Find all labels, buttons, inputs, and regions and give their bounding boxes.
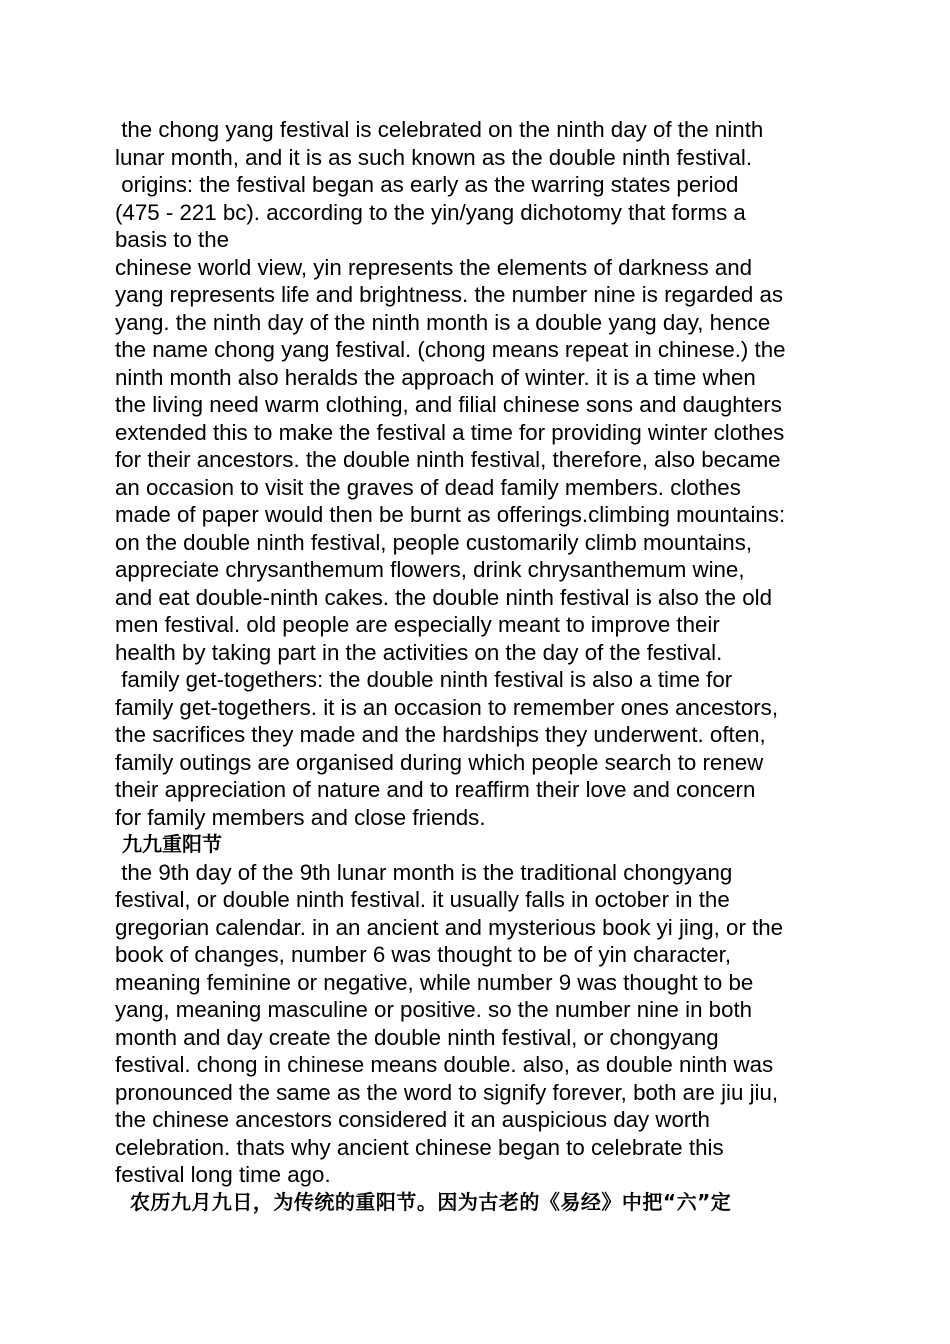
text-line: festival, or double ninth festival. it usually falls in october in the	[115, 887, 730, 912]
text-line: their appreciation of nature and to reaffirm their love and concern	[115, 777, 756, 802]
text-line: origins: the festival began as early as the warring states period	[115, 172, 739, 197]
text-line: basis to the	[115, 227, 230, 252]
text-line: and eat double-ninth cakes. the double ninth festival is also the old	[115, 584, 772, 610]
text-line: the chong yang festival is celebrated on the ninth day of the ninth	[115, 117, 764, 142]
text-line: the name chong yang festival. (chong means repeat in chinese.) the	[115, 337, 786, 362]
text-line: gregorian calendar. in an ancient and mysterious book yi jing, or the	[115, 914, 784, 940]
text-line: for family members and close friends.	[115, 804, 486, 830]
section-heading: 九九重阳节	[115, 832, 222, 856]
text-line: lunar month, and it is as such known as the double ninth festival.	[115, 144, 753, 170]
text-line: festival long time ago.	[115, 1162, 331, 1187]
text-line: the chinese ancestors considered it an auspicious day worth	[115, 1107, 710, 1132]
body-text	[115, 116, 845, 1216]
text-line: chinese world view, yin represents the elements of darkness and	[115, 254, 753, 280]
text-line: made of paper would then be burnt as offerings.climbing mountains:	[115, 502, 786, 527]
text-line: extended this to make the festival a time for providing winter clothes	[115, 419, 785, 445]
text-line: family get-togethers. it is an occasion to remember ones ancestors,	[115, 694, 779, 720]
text-line: an occasion to visit the graves of dead family members. clothes	[115, 474, 741, 500]
text-line: health by taking part in the activities on the day of the festival.	[115, 639, 723, 665]
text-line: men festival. old people are especially meant to improve their	[115, 612, 720, 637]
text-line: yang, meaning masculine or positive. so the number nine in both	[115, 997, 753, 1022]
text-line: yang. the ninth day of the ninth month is a double yang day, hence	[115, 309, 771, 335]
text-line: celebration. thats why ancient chinese began to celebrate this	[115, 1134, 724, 1160]
text-line: for their ancestors. the double ninth festival, therefore, also became	[115, 447, 781, 472]
text-line: the 9th day of the 9th lunar month is the traditional chongyang	[115, 859, 733, 885]
text-line: yang represents life and brightness. the number nine is regarded as	[115, 282, 784, 307]
text-line: meaning feminine or negative, while number 9 was thought to be	[115, 969, 754, 995]
text-line: (475 - 221 bc). according to the yin/yang dichotomy that forms a	[115, 199, 746, 225]
text-line: month and day create the double ninth festival, or chongyang	[115, 1024, 719, 1050]
text-line: book of changes, number 6 was thought to be of yin character,	[115, 942, 732, 967]
text-line: family get-togethers: the double ninth festival is also a time for	[115, 667, 733, 692]
text-line: the living need warm clothing, and filial chinese sons and daughters	[115, 392, 782, 417]
chinese-paragraph-line: 农历九月九日，为传统的重阳节。因为古老的《易经》中把“六”定	[115, 1189, 732, 1214]
text-line: appreciate chrysanthemum flowers, drink chrysanthemum wine,	[115, 557, 745, 582]
text-line: festival. chong in chinese means double. also, as double ninth was	[115, 1052, 774, 1077]
text-line: ninth month also heralds the approach of winter. it is a time when	[115, 364, 756, 390]
text-line: on the double ninth festival, people customarily climb mountains,	[115, 529, 753, 555]
text-line: family outings are organised during which people search to renew	[115, 749, 764, 775]
text-line: pronounced the same as the word to signify forever, both are jiu jiu,	[115, 1079, 779, 1105]
text-line: the sacrifices they made and the hardships they underwent. often,	[115, 722, 766, 747]
